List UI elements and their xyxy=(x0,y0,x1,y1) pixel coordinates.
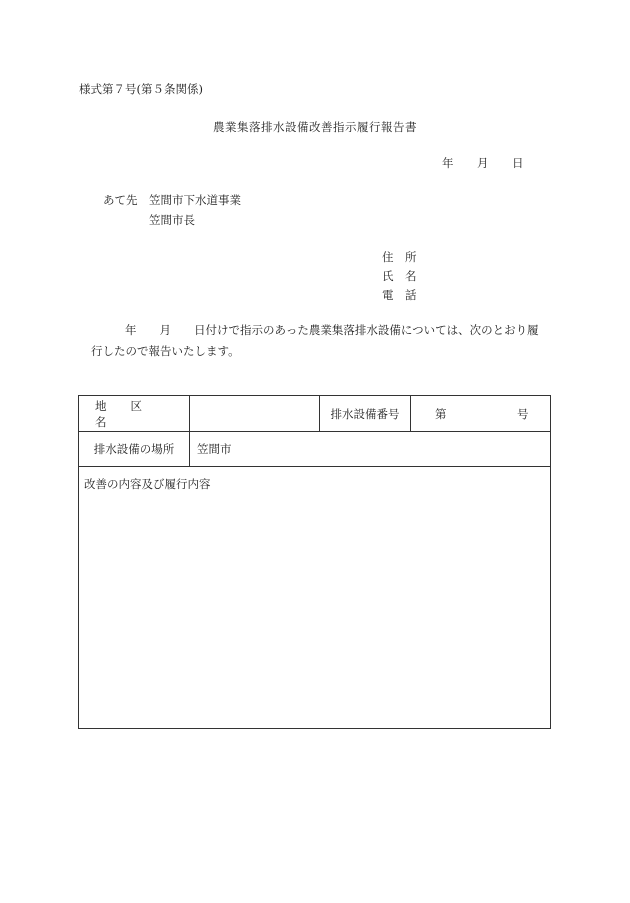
location-value: 笠間市 xyxy=(197,442,232,456)
facility-number-label-cell xyxy=(320,396,411,431)
body-text-line2: 行したので報告いたします。 xyxy=(91,344,240,358)
reporter-name-label: 氏 名 xyxy=(382,269,417,283)
district-label: 地区名 xyxy=(95,398,166,429)
addressee-label: あて先 xyxy=(103,193,138,207)
facility-number-label: 排水設備番号 xyxy=(330,406,400,421)
district-value-cell[interactable] xyxy=(190,396,320,431)
location-value-cell[interactable] xyxy=(190,432,550,466)
table-row-location xyxy=(79,432,550,467)
addressee-title: 笠間市長 xyxy=(149,213,195,227)
form-number: 様式第７号(第５条関係) xyxy=(79,82,203,96)
facility-number-value-cell[interactable] xyxy=(411,396,550,431)
facility-number-prefix: 第 xyxy=(435,406,447,421)
date-year-label: 年 xyxy=(442,156,454,170)
page-title: 農業集落排水設備改善指示履行報告書 xyxy=(213,120,417,134)
location-label-cell xyxy=(79,432,190,466)
table-row-district xyxy=(79,396,550,432)
addressee-organization: 笠間市下水道事業 xyxy=(149,193,241,207)
date-month-label: 月 xyxy=(477,156,489,170)
body-text-line1: 年 月 日付けで指示のあった農業集落排水設備については、次のとおり履 xyxy=(125,323,539,337)
improvement-label: 改善の内容及び履行内容 xyxy=(84,477,211,491)
date-day-label: 日 xyxy=(512,156,524,170)
report-table xyxy=(78,395,551,729)
facility-number-suffix: 号 xyxy=(517,406,529,421)
reporter-phone-label: 電 話 xyxy=(382,288,417,302)
district-label-cell xyxy=(79,396,190,431)
location-label: 排水設備の場所 xyxy=(93,442,175,456)
reporter-address-label: 住 所 xyxy=(382,250,417,264)
